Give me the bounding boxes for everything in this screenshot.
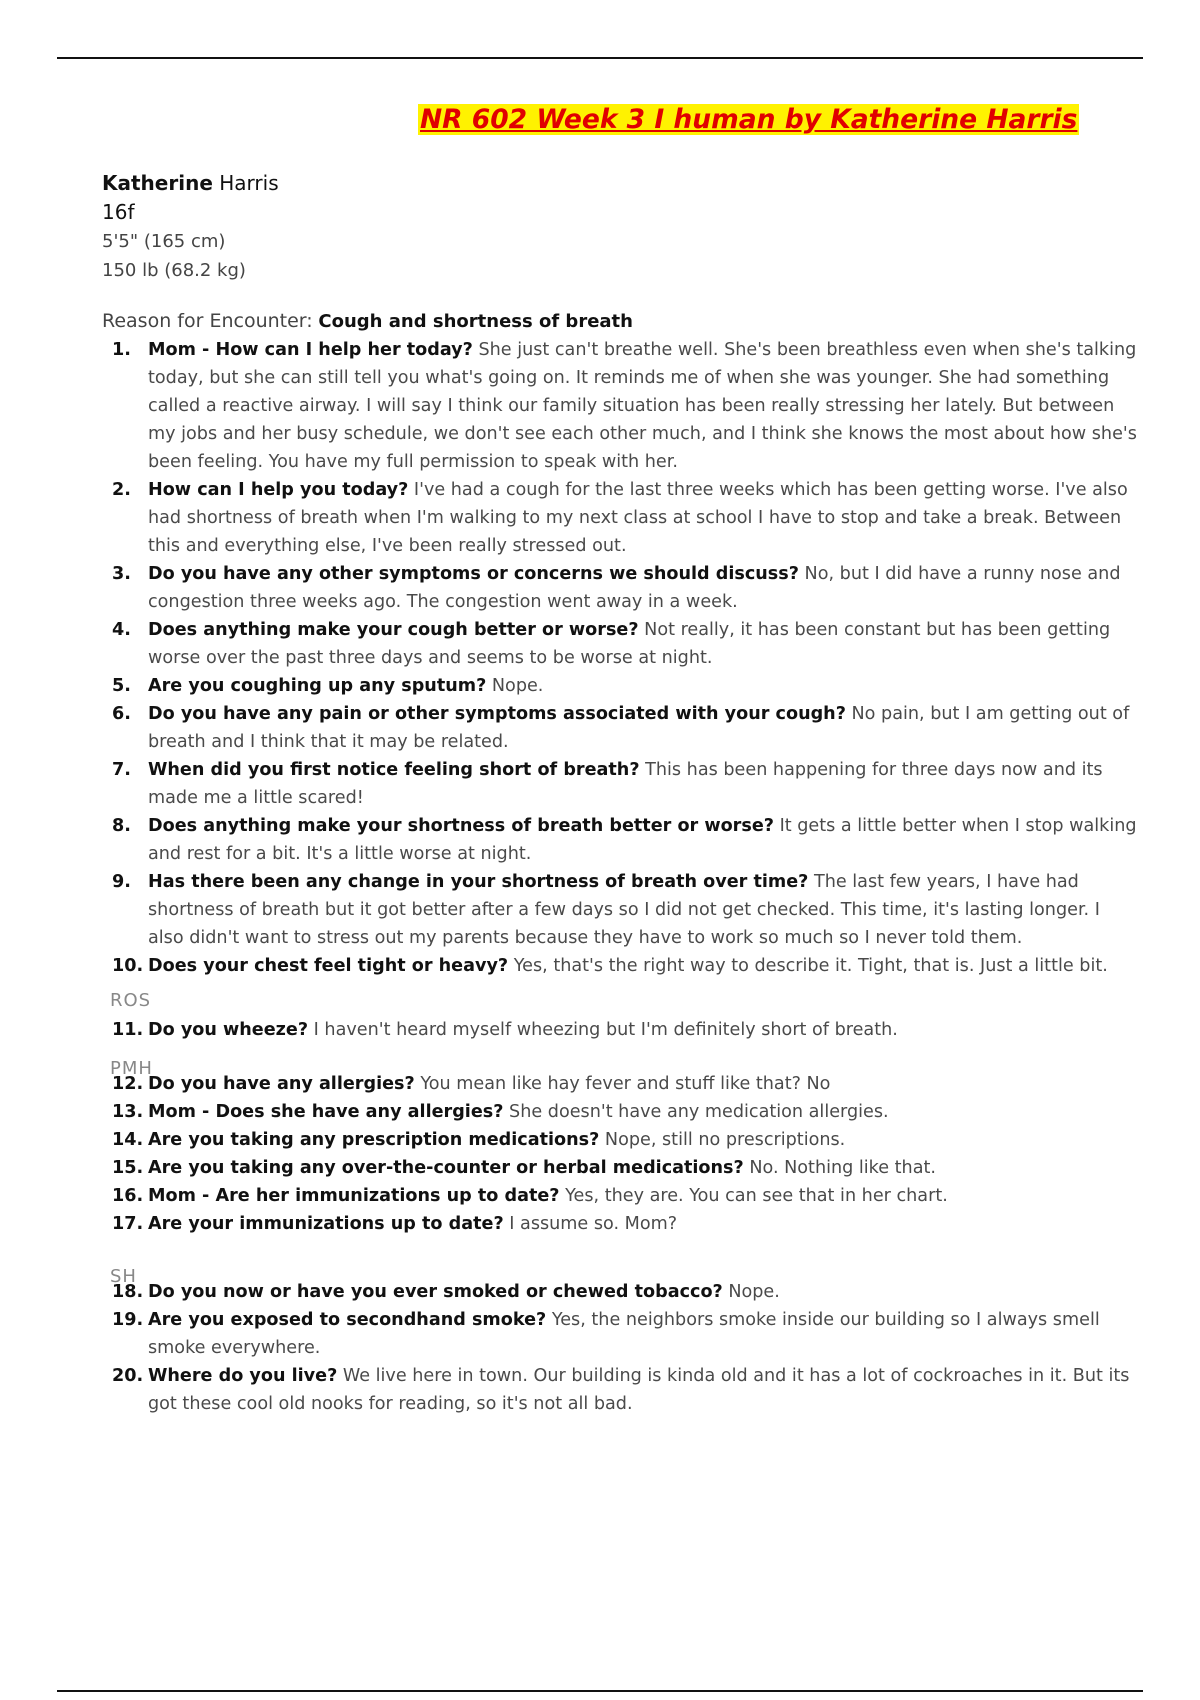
answer-text: Yes, the neighbors smoke inside our building so I always smell smoke everywhere. bbox=[148, 1310, 1100, 1358]
list-item bbox=[108, 1154, 1140, 1182]
item-number: 20. bbox=[112, 1366, 144, 1386]
top-rule bbox=[57, 57, 1143, 59]
answer-text: Not really, it has been constant but has been getting worse over the past three days and seems to be worse at night. bbox=[148, 620, 1111, 668]
item-number: 19. bbox=[112, 1310, 144, 1330]
answer-text: Nope. bbox=[491, 676, 544, 696]
item-number: 17. bbox=[112, 1214, 144, 1234]
answer-text: No pain, but I am getting out of breath and I think that it may be related. bbox=[148, 704, 1130, 752]
section-heading-ros: ROS bbox=[110, 990, 152, 1011]
answer-text: You mean like hay fever and stuff like that? No bbox=[420, 1074, 831, 1094]
item-number: 1. bbox=[112, 340, 131, 360]
list-item bbox=[108, 1098, 1140, 1126]
item-number: 7. bbox=[112, 760, 131, 780]
answer-text: The last few years, I have had shortness of breath but it got better after a few days so I did not get checked. This time, it's lasting longer. I also didn't want to stress out my parents because they have to work so much so I never told them. bbox=[148, 872, 1100, 948]
answer-text: She doesn't have any medication allergies. bbox=[509, 1102, 889, 1122]
patient-height: 5'5" (165 cm) bbox=[102, 231, 226, 252]
item-number: 18. bbox=[112, 1282, 144, 1302]
question-text: Are you coughing up any sputum? bbox=[148, 676, 487, 696]
question-text: Does your chest feel tight or heavy? bbox=[148, 956, 509, 976]
list-item bbox=[108, 1362, 1140, 1418]
list-item bbox=[108, 700, 1140, 756]
item-number: 5. bbox=[112, 676, 131, 696]
item-number: 10. bbox=[112, 956, 144, 976]
item-number: 11. bbox=[112, 1020, 144, 1040]
item-number: 14. bbox=[112, 1130, 144, 1150]
answer-text: No. Nothing like that. bbox=[749, 1158, 936, 1178]
list-item bbox=[108, 476, 1140, 560]
list-item bbox=[108, 336, 1140, 476]
patient-weight: 150 lb (68.2 kg) bbox=[102, 260, 246, 281]
answer-text: Nope, still no prescriptions. bbox=[604, 1130, 846, 1150]
answer-text: Yes, they are. You can see that in her chart. bbox=[565, 1186, 948, 1206]
list-item bbox=[108, 812, 1140, 868]
question-text: Are your immunizations up to date? bbox=[148, 1214, 504, 1234]
question-text: Where do you live? bbox=[148, 1366, 338, 1386]
bottom-rule bbox=[57, 1690, 1143, 1692]
answer-text: I haven't heard myself wheezing but I'm definitely short of breath. bbox=[313, 1020, 898, 1040]
answer-text: I assume so. Mom? bbox=[509, 1214, 678, 1234]
list-item bbox=[108, 616, 1140, 672]
item-number: 2. bbox=[112, 480, 131, 500]
list-item bbox=[108, 868, 1140, 952]
patient-first-name: Katherine bbox=[102, 171, 213, 195]
list-item bbox=[108, 1126, 1140, 1154]
reason-value: Cough and shortness of breath bbox=[318, 311, 633, 332]
list-item bbox=[108, 1182, 1140, 1210]
answer-text: I've had a cough for the last three weeks which has been getting worse. I've also had shortness of breath when I'm walking to my next class at school I have to stop and take a break. Between this and everything else, I've been really stressed out. bbox=[148, 480, 1128, 556]
question-text: Do you have any pain or other symptoms associated with your cough? bbox=[148, 704, 846, 724]
question-text: Are you exposed to secondhand smoke? bbox=[148, 1310, 547, 1330]
question-text: Do you have any other symptoms or concerns we should discuss? bbox=[148, 564, 799, 584]
patient-last-name: Harris bbox=[219, 171, 279, 195]
item-number: 8. bbox=[112, 816, 131, 836]
answer-text: We live here in town. Our building is kinda old and it has a lot of cockroaches in it. But its got these cool old nooks for reading, so it's not all bad. bbox=[148, 1366, 1130, 1414]
answer-text: No, but I did have a runny nose and congestion three weeks ago. The congestion went away in a week. bbox=[148, 564, 1121, 612]
answer-text: Yes, that's the right way to describe it. Tight, that is. Just a little bit. bbox=[513, 956, 1108, 976]
list-item bbox=[108, 1210, 1140, 1238]
question-text: Do you have any allergies? bbox=[148, 1074, 415, 1094]
question-text: Does anything make your cough better or worse? bbox=[148, 620, 639, 640]
section-heading-pmh: PMH bbox=[110, 1058, 153, 1079]
patient-age-sex: 16f bbox=[102, 200, 135, 224]
list-item bbox=[108, 1306, 1140, 1362]
question-text: Are you taking any prescription medications? bbox=[148, 1130, 600, 1150]
item-number: 6. bbox=[112, 704, 131, 724]
list-item bbox=[108, 756, 1140, 812]
patient-name bbox=[102, 168, 279, 198]
question-text: Do you wheeze? bbox=[148, 1020, 309, 1040]
item-number: 4. bbox=[112, 620, 131, 640]
item-number: 3. bbox=[112, 564, 131, 584]
answer-text: Nope. bbox=[728, 1282, 780, 1302]
question-text: Has there been any change in your shortness of breath over time? bbox=[148, 872, 809, 892]
answer-text: She just can't breathe well. She's been breathless even when she's talking today, but she can still tell you what's going on. It reminds me of when she was younger. She had something called a reactive airway. I will say I think our family situation has been really stressing her lately. But between my jobs and her busy schedule, we don't see each other much, and I think she knows the most about how she's been feeling. You have my full permission to speak with her. bbox=[148, 340, 1137, 472]
list-item bbox=[108, 1070, 1140, 1098]
reason-for-encounter bbox=[102, 310, 633, 332]
question-text: When did you first notice feeling short of breath? bbox=[148, 760, 640, 780]
item-number: 9. bbox=[112, 872, 131, 892]
list-item bbox=[108, 1016, 1140, 1044]
question-text: Are you taking any over-the-counter or herbal medications? bbox=[148, 1158, 744, 1178]
document-title: NR 602 Week 3 I human by Katherine Harris bbox=[420, 104, 1078, 135]
question-text: Do you now or have you ever smoked or chewed tobacco? bbox=[148, 1282, 723, 1302]
answer-text: This has been happening for three days now and its made me a little scared! bbox=[148, 760, 1103, 808]
reason-label: Reason for Encounter: bbox=[102, 310, 313, 332]
answer-text: It gets a little better when I stop walking and rest for a bit. It's a little worse at night. bbox=[148, 816, 1137, 864]
question-text: How can I help you today? bbox=[148, 480, 409, 500]
item-number: 12. bbox=[112, 1074, 144, 1094]
question-text: Mom - Are her immunizations up to date? bbox=[148, 1186, 560, 1206]
list-item bbox=[108, 560, 1140, 616]
item-number: 16. bbox=[112, 1186, 144, 1206]
question-text: Mom - How can I help her today? bbox=[148, 340, 473, 360]
list-item bbox=[108, 952, 1140, 980]
list-item bbox=[108, 1278, 1140, 1306]
question-text: Mom - Does she have any allergies? bbox=[148, 1102, 504, 1122]
question-text: Does anything make your shortness of breath better or worse? bbox=[148, 816, 774, 836]
patient-info bbox=[102, 168, 279, 285]
section-heading-sh: SH bbox=[110, 1266, 137, 1287]
list-item bbox=[108, 672, 1140, 700]
item-number: 15. bbox=[112, 1158, 144, 1178]
item-number: 13. bbox=[112, 1102, 144, 1122]
